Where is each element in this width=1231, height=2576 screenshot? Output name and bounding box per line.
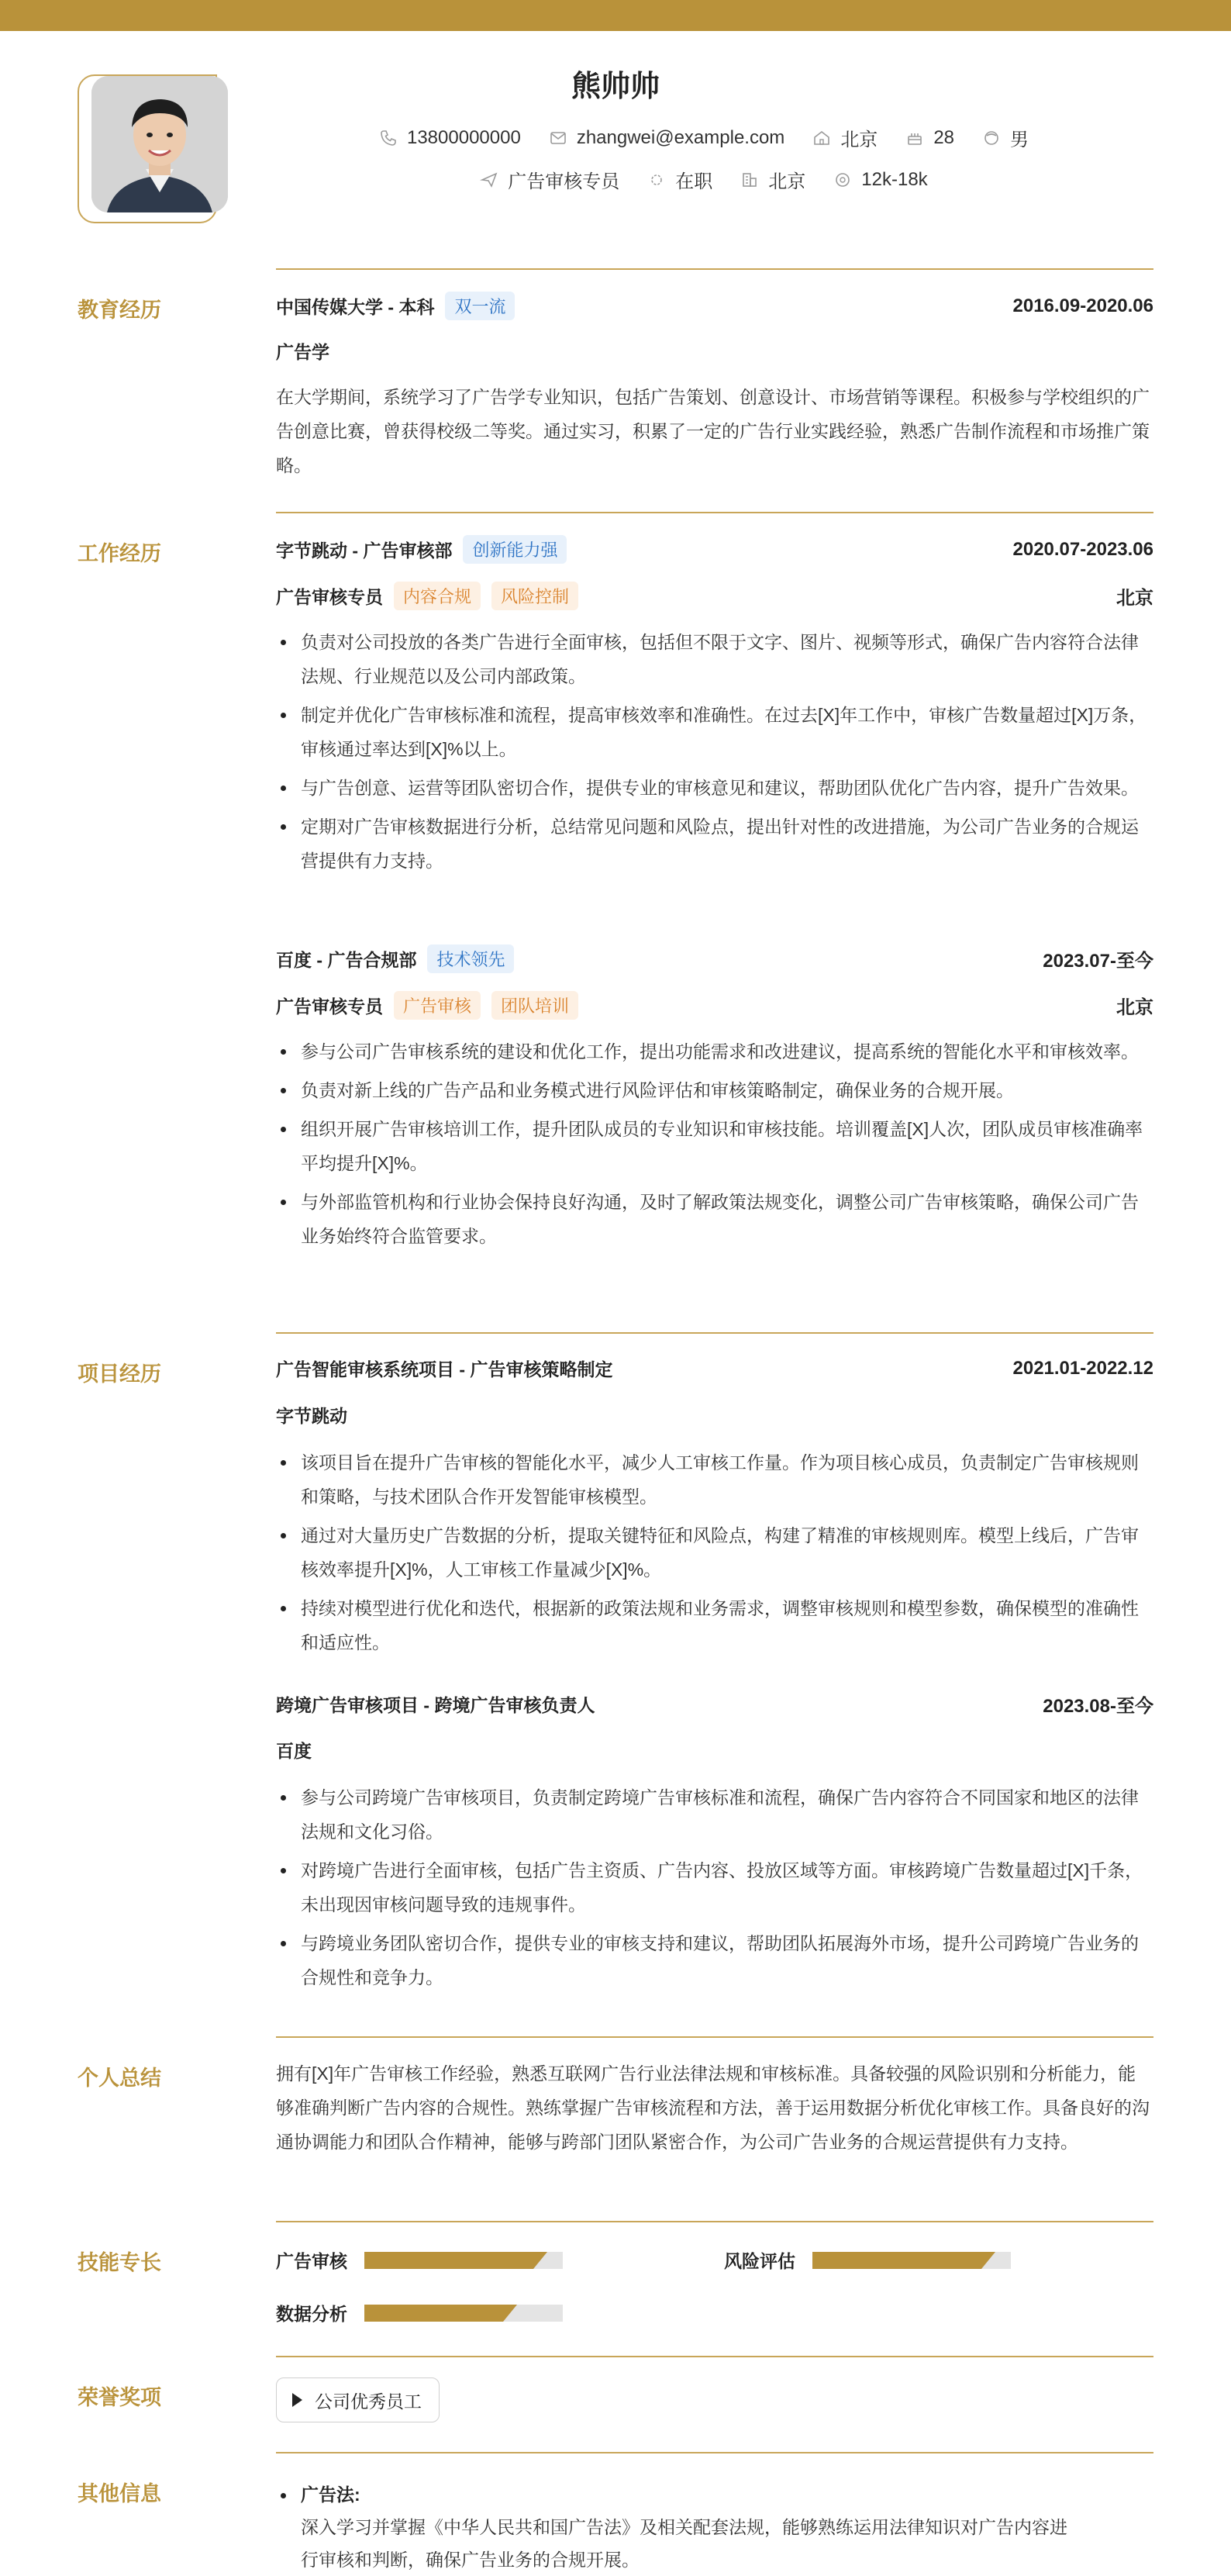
- email-text: zhangwei@example.com: [576, 126, 785, 148]
- award-item[interactable]: [276, 2377, 440, 2422]
- work-1-date: 2020.07-2023.06: [1012, 538, 1153, 560]
- divider-honors: [276, 2356, 1153, 2357]
- divider-summary: [276, 2036, 1153, 2038]
- city-item: [812, 124, 878, 151]
- list-item: 参与公司跨境广告审核项目，负责制定跨境广告审核标准和流程，确保广告内容符合不同国家和地区的法律法规和文化习俗。: [276, 1780, 1153, 1849]
- age-item: [905, 127, 954, 149]
- skill-1-name: 广告审核: [276, 2251, 347, 2271]
- school-name: 中国传媒大学 - 本科: [276, 297, 435, 317]
- project-1-org-row: [276, 1402, 1153, 1428]
- project-1-title: 广告智能审核系统项目 - 广告审核策略制定: [276, 1359, 613, 1380]
- money-icon: [833, 171, 852, 189]
- list-item: 该项目旨在提升广告审核的智能化水平，减少人工审核工作量。作为项目核心成员，负责制定广告审核规则和策略，与技术团队合作开发智能审核模型。: [276, 1445, 1153, 1514]
- job-intent-row: [0, 166, 1231, 193]
- skill-1: [276, 2247, 563, 2273]
- skill-2-fill: [812, 2252, 981, 2269]
- work-1-company: 字节跳动 - 广告审核部: [276, 540, 453, 561]
- section-title-skills: 技能专长: [78, 2251, 161, 2274]
- project-2-header-row: [276, 1690, 1153, 1718]
- section-title-education: 教育经历: [78, 299, 161, 322]
- list-item: 制定并优化广告审核标准和流程，提高审核效率和准确性。在过去[X]年工作中，审核广告数量超过[X]万条，审核通过率达到[X]%以上。: [276, 698, 1153, 766]
- section-title-other: 其他信息: [78, 2482, 161, 2505]
- bullet-dot: [281, 2493, 286, 2498]
- list-item: 负责对新上线的广告产品和业务模式进行风险评估和审核策略制定，确保业务的合规开展。: [276, 1073, 1153, 1107]
- status-item: [647, 166, 712, 193]
- project-2-org-row: [276, 1737, 1153, 1763]
- contact-info-row: [0, 124, 1231, 151]
- project-2-bullets: [276, 1780, 1153, 1999]
- award-label: 公司优秀员工: [315, 2391, 422, 2412]
- target-job-text: 广告审核专员: [508, 171, 620, 192]
- list-item: 通过对大量历史广告数据的分析，提取关键特征和风险点，构建了精准的审核规则库。模型上线后，广告审核效率提升[X]%，人工审核工作量减少[X]%。: [276, 1518, 1153, 1587]
- phone-icon: [379, 129, 398, 147]
- home-icon: [812, 129, 831, 147]
- list-item: 定期对广告审核数据进行分析，总结常见问题和风险点，提出针对性的改进措施，为公司广告业务的合规运营提供有力支持。: [276, 810, 1153, 878]
- candidate-name: 熊帅帅: [571, 71, 660, 103]
- work-2-city: 北京: [1116, 997, 1153, 1018]
- work-2-role-row: [276, 991, 1153, 1020]
- target-city-text: 北京: [768, 171, 806, 192]
- list-item: 负责对公司投放的各类广告进行全面审核，包括但不限于文字、图片、视频等形式，确保广告内容符合法律法规、行业规范以及公司内部政策。: [276, 625, 1153, 693]
- city-text: 北京: [840, 129, 878, 150]
- work-1-tag: 创新能力强: [463, 535, 567, 564]
- divider-other: [276, 2452, 1153, 2453]
- work-1-header-row: [276, 535, 1153, 564]
- list-item: 与跨境业务团队密切合作，提供专业的审核支持和建议，帮助团队拓展海外市场，提升公司跨境广告业务的合规性和竞争力。: [276, 1926, 1153, 1994]
- salary-item: [833, 169, 927, 191]
- education-date: 2016.09-2020.06: [1012, 295, 1153, 316]
- skill-1-bar: [364, 2252, 563, 2269]
- divider-work: [276, 512, 1153, 513]
- skill-2: [724, 2247, 1011, 2273]
- play-icon: [292, 2393, 302, 2407]
- divider-skills: [276, 2221, 1153, 2222]
- skill-3: [276, 2300, 563, 2326]
- project-2-title: 跨境广告审核项目 - 跨境广告审核负责人: [276, 1695, 595, 1715]
- status-icon: [647, 171, 666, 189]
- section-title-work: 工作经历: [78, 542, 161, 565]
- work-2-company: 百度 - 广告合规部: [276, 950, 417, 970]
- other-info: [276, 2478, 1153, 2576]
- divider-education: [276, 268, 1153, 270]
- section-title-honors: 荣誉奖项: [78, 2386, 161, 2409]
- list-item: 持续对模型进行优化和迭代，根据新的政策法规和业务需求，调整审核规则和模型参数，确保模型的准确性和适应性。: [276, 1591, 1153, 1659]
- skill-3-name: 数据分析: [276, 2304, 347, 2324]
- summary-text: 拥有[X]年广告审核工作经验，熟悉互联网广告行业法律法规和审核标准。具备较强的风险识别和分析能力，能够准确判断广告内容的合规性。熟练掌握广告审核流程和方法，善于运用数据分析优化审核工作。具备良好的沟通协调能力和团队合作精神，能够与跨部门团队紧密合作，为公司广告业务的合规运营提供有力支持。: [276, 2063, 1150, 2152]
- work-2-date: 2023.07-至今: [1043, 951, 1153, 972]
- skill-3-fill: [364, 2305, 503, 2322]
- list-item: 组织开展广告审核培训工作，提升团队成员的专业知识和审核技能。培训覆盖[X]人次，团队成员审核准确率平均提升[X]%。: [276, 1112, 1153, 1180]
- work-1-bullets: [276, 625, 1153, 882]
- phone-text: 13800000000: [406, 126, 521, 148]
- top-accent-bar: [0, 0, 1231, 31]
- phone-item: [379, 127, 521, 149]
- skill-2-bar: [812, 2252, 1011, 2269]
- list-item: [276, 2478, 1153, 2576]
- section-title-projects: 项目经历: [78, 1362, 161, 1386]
- work-2-role-tag-2: 团队培训: [491, 991, 578, 1020]
- work-1-role-row: [276, 582, 1153, 610]
- major-name: 广告学: [276, 342, 329, 362]
- project-2-date: 2023.08-至今: [1043, 1696, 1153, 1717]
- section-title-summary: 个人总结: [78, 2067, 161, 2090]
- project-1-header-row: [276, 1355, 1153, 1381]
- building-icon: [740, 171, 759, 189]
- list-item: 与广告创意、运营等团队密切合作，提供专业的审核意见和建议，帮助团队优化广告内容，提升广告效果。: [276, 771, 1153, 805]
- target-city-item: [740, 166, 805, 193]
- gender-item: [982, 124, 1029, 151]
- email-icon: [549, 129, 567, 147]
- job-icon: [480, 171, 498, 189]
- work-1-city: 北京: [1116, 588, 1153, 609]
- project-1-org: 字节跳动: [276, 1406, 347, 1426]
- other-label: 广告法:: [301, 2484, 360, 2505]
- major-row: [276, 338, 1153, 364]
- other-text: 深入学习并掌握《中华人民共和国广告法》及相关配套法规，能够熟练运用法律知识对广告内容进行审核和判断，确保广告业务的合规开展。: [301, 2517, 1067, 2570]
- list-item: 参与公司广告审核系统的建设和优化工作，提出功能需求和改进建议，提高系统的智能化水平和审核效率。: [276, 1034, 1153, 1069]
- skill-1-fill: [364, 2252, 533, 2269]
- work-2-role-tag-1: 广告审核: [394, 991, 481, 1020]
- list-item: 对跨境广告进行全面审核，包括广告主资质、广告内容、投放区域等方面。审核跨境广告数量超过[X]千条，未出现因审核问题导致的违规事件。: [276, 1853, 1153, 1922]
- work-2-tag: 技术领先: [427, 944, 514, 973]
- age-text: 28: [933, 126, 955, 148]
- work-2-role: 广告审核专员: [276, 996, 383, 1017]
- gender-icon: [982, 129, 1001, 147]
- target-job-item: [480, 166, 619, 193]
- status-text: 在职: [675, 171, 713, 192]
- project-1-bullets: [276, 1445, 1153, 1664]
- gender-text: 男: [1010, 129, 1029, 150]
- education-description: 在大学期间，系统学习了广告学专业知识，包括广告策划、创意设计、市场营销等课程。积极参与学校组织的广告创意比赛，曾获得校级二等奖。通过实习，积累了一定的广告行业实践经验，熟悉广告制作流程和市场推广策略。: [276, 387, 1150, 475]
- work-1-role-tag-1: 内容合规: [394, 582, 481, 610]
- email-item: [549, 127, 785, 149]
- work-1-role-tag-2: 风险控制: [491, 582, 578, 610]
- skill-2-name: 风险评估: [724, 2251, 795, 2271]
- work-1-role: 广告审核专员: [276, 587, 383, 607]
- work-2-bullets: [276, 1034, 1153, 1258]
- school-tag: 双一流: [445, 292, 515, 320]
- work-2-header-row: [276, 944, 1153, 973]
- list-item: 与外部监管机构和行业协会保持良好沟通，及时了解政策法规变化，调整公司广告审核策略，确保公司广告业务始终符合监管要求。: [276, 1185, 1153, 1253]
- salary-text: 12k-18k: [861, 168, 928, 190]
- age-icon: [905, 129, 924, 147]
- education-header-row: [276, 292, 1153, 320]
- project-1-date: 2021.01-2022.12: [1012, 1357, 1153, 1379]
- skill-3-bar: [364, 2305, 563, 2322]
- project-2-org: 百度: [276, 1741, 312, 1761]
- divider-projects: [276, 1332, 1153, 1334]
